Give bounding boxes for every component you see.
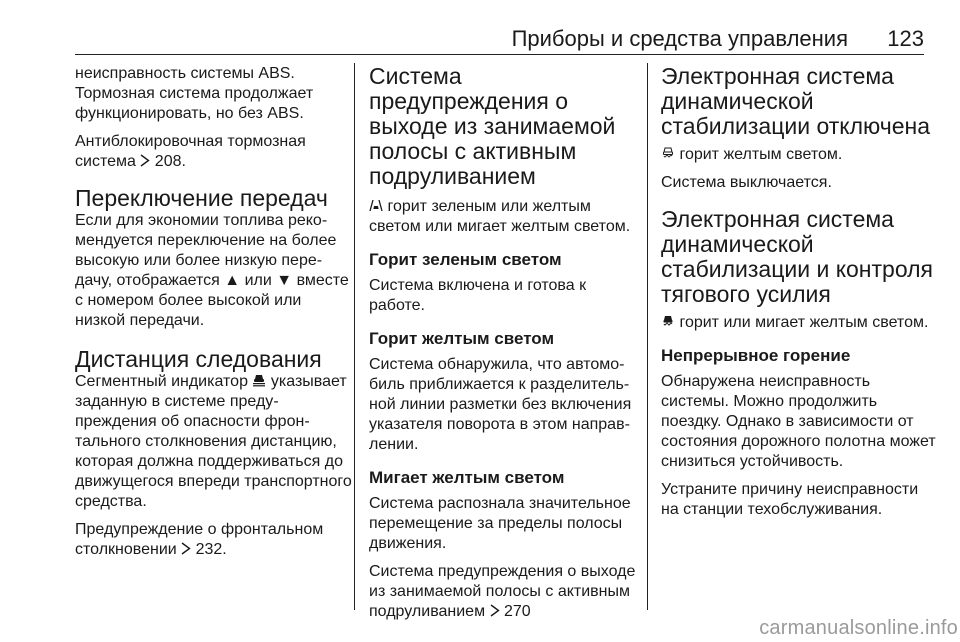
lane-assist-intro: горит зеленым или желтым светом или мигает желтым светом.: [369, 198, 631, 235]
page-header: [0, 0, 960, 56]
abs-continuation-2: Тормозная система продолжает функционировать, но без ABS.: [75, 85, 314, 122]
gear-down-arrow-icon: ▼: [276, 272, 293, 289]
blink-body: Система распознала значительное перемещение за пределы полосы движения.: [369, 495, 631, 552]
distance-indicator-icon: [252, 373, 266, 387]
esc-off-icon: [661, 146, 675, 160]
steady-body-2: Устраните причину неисправности на станции техобслуживания.: [661, 481, 919, 518]
gear-up-arrow-icon: ▲: [224, 272, 241, 289]
blink-heading: Мигает желтым светом: [369, 468, 565, 487]
column-divider-2: [647, 63, 648, 610]
green-heading: Горит зеленым светом: [369, 250, 562, 269]
steady-body: Обнаружена неисправность системы. Можно продолжить поездку. Однако в зависимости от состояния дорожного полотна может снизиться устойчивость.: [661, 373, 936, 470]
esc-traction-icon: [661, 314, 675, 328]
reference-arrow-icon[interactable]: [181, 542, 191, 555]
column-1: [75, 64, 353, 568]
column-3: [661, 64, 936, 528]
abs-reference: Антиблокировочная тормозная система 208.: [75, 133, 306, 170]
esc-tc-body: горит или мигает желтым светом.: [661, 313, 936, 333]
esc-off-body-2: Система выключается.: [661, 174, 832, 191]
lane-assist-reference: Система предупреждения о выходе из занимаемой полосы с активным подруливанием 270: [369, 563, 636, 620]
column-2: [369, 64, 637, 630]
yellow-body: Система обнаружила, что автомобиль приближается к разделительной линии разметки без включения указателя поворота в этом направлении.: [369, 356, 632, 453]
distance-body: Сегментный индикатор указывает заданную в системе предупреждения об опасности фронтального столкновения дистанцию, которая должна поддерживаться до движущегося впереди транспортного средства.: [75, 373, 352, 510]
distance-reference: Предупреждение о фронтальном столкновении 232.: [75, 521, 324, 558]
header-rule: [75, 54, 924, 55]
abs-continuation: неисправность системы ABS.: [75, 65, 295, 82]
lane-assist-heading: Система предупреждения о выходе из занимаемой полосы с активным подруливанием: [369, 63, 616, 189]
lane-keep-assist-icon: [369, 198, 383, 212]
reference-arrow-icon[interactable]: [490, 604, 500, 617]
esc-off-heading: Электронная система динамической стабилизации отключена: [661, 63, 931, 139]
distance-heading: Дистанция следования: [75, 346, 322, 372]
gear-shift-body: Если для экономии топлива рекомендуется переключение на более высокую или более низкую передачу, отображается ▲ или ▼ вместе с номером более высокой или низкой передачи.: [75, 212, 349, 329]
header-title: Приборы и средства управления: [511, 26, 848, 51]
yellow-heading: Горит желтым светом: [369, 329, 555, 348]
column-divider-1: [354, 63, 355, 610]
steady-heading: Непрерывное горение: [661, 346, 851, 365]
green-body: Система включена и готова к работе.: [369, 277, 587, 314]
esc-off-body: горит желтым светом.: [661, 145, 936, 165]
page-number: 123: [887, 26, 924, 51]
gear-shift-heading: Переключение передач: [75, 185, 328, 211]
esc-tc-heading: Электронная система динамической стабилизации и контроля тягового усилия: [661, 206, 933, 307]
reference-arrow-icon[interactable]: [140, 154, 150, 167]
watermark: carmanualsonline.info: [759, 617, 958, 639]
